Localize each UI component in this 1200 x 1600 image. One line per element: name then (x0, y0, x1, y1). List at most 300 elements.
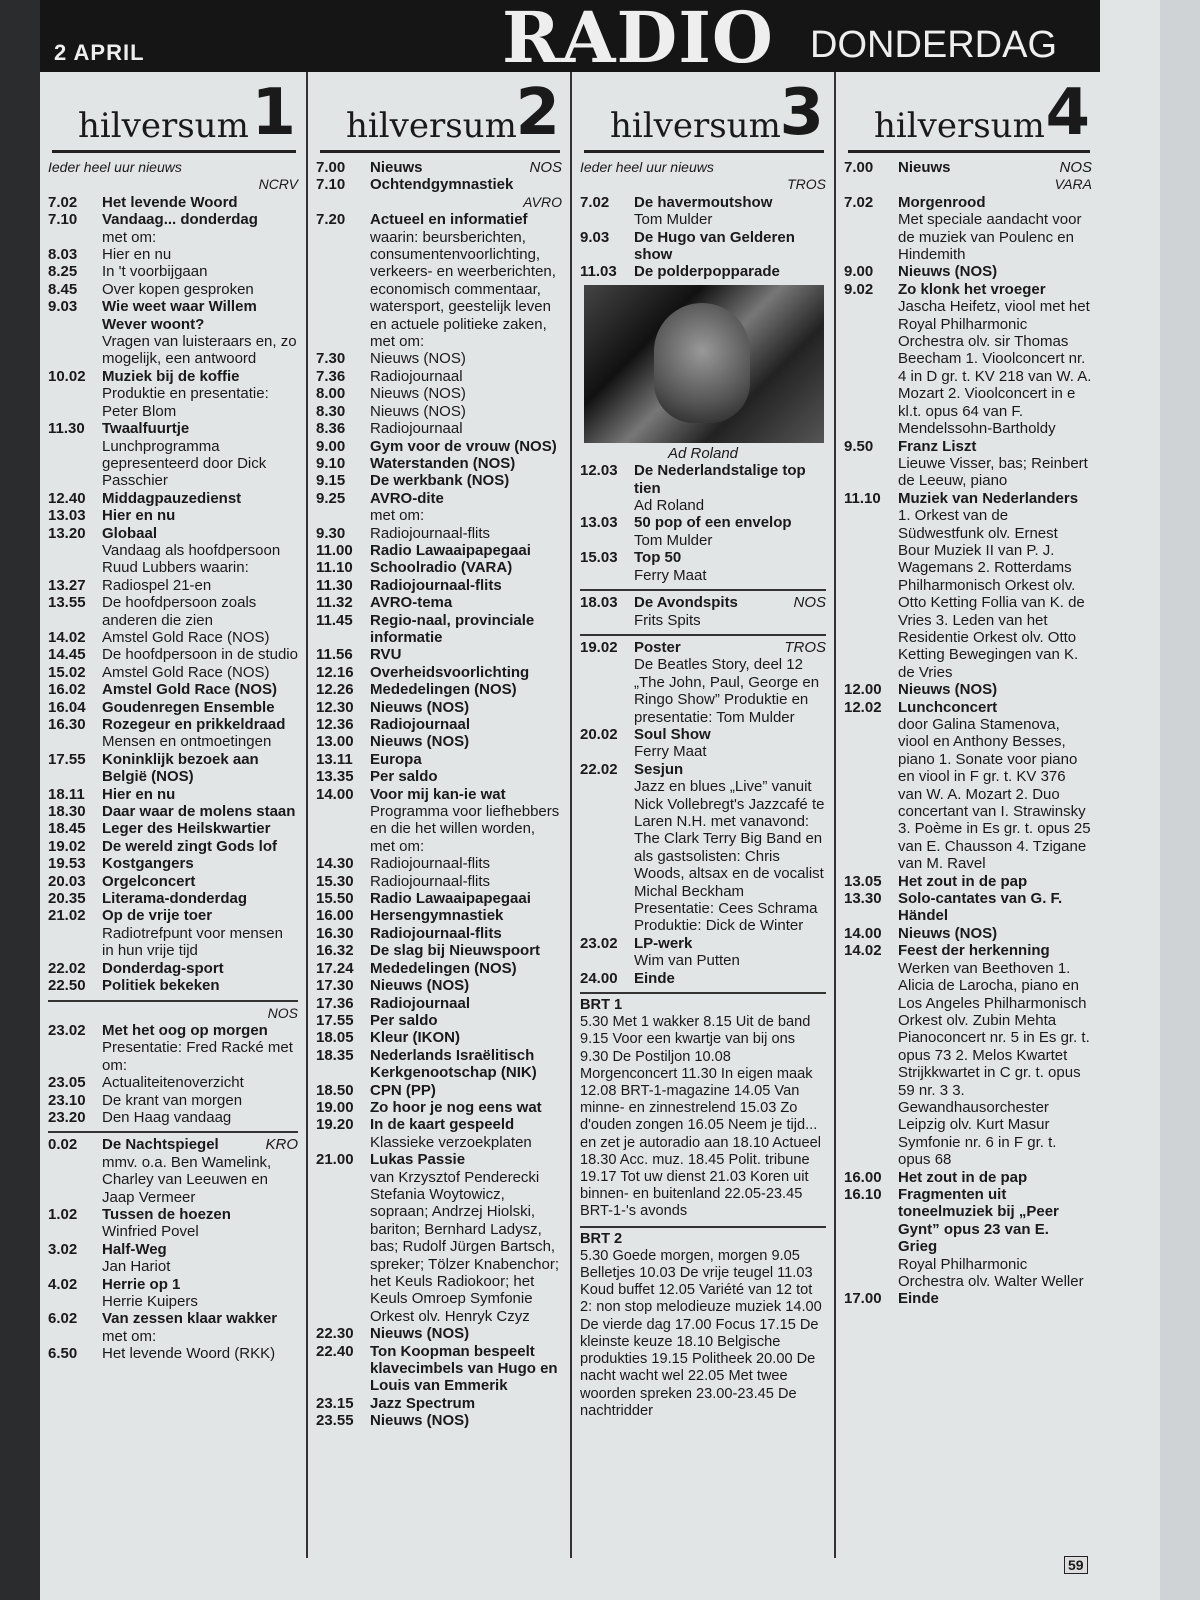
program-title: Kostgangers (102, 855, 194, 873)
program-description: Tom Mulder (634, 211, 713, 229)
program-title: Muziek bij de koffie (102, 367, 240, 385)
program-title: Radiojournaal-flits (370, 576, 502, 594)
program-description: 1. Orkest van de Südwestfunk olv. Ernest Bour Muziek II van P. J. Wagemans 2. Rotterdams Philharmonisch Orkest olv. Otto Ketting Follia van K. de Vries 3. Leden van het Residentie Orkest olv. Otto Ketting Bewegingen van K. de Vries (898, 507, 1085, 681)
station-name: hilversum (874, 106, 1045, 146)
program-entry (48, 263, 298, 280)
program-title: Radiojournaal-flits (370, 872, 491, 890)
program-title: Nieuws (NOS) (370, 385, 466, 403)
program-description: Wim van Putten (634, 952, 740, 970)
program-title: RVU (370, 646, 402, 664)
program-time: 13.11 (316, 750, 353, 768)
program-entry (316, 577, 562, 594)
program-time: 19.20 (316, 1116, 354, 1134)
program-title: De hoofdpersoon in de studio (102, 646, 298, 664)
program-entry (48, 1206, 298, 1223)
program-time: 23.05 (48, 1074, 86, 1092)
program-title: Amstel Gold Race (NOS) (102, 663, 270, 681)
program-title: Radiojournaal-flits (370, 855, 491, 873)
broadcaster-label: NOS (793, 594, 826, 612)
program-description: Jan Hariot (102, 1258, 171, 1276)
station-title (584, 72, 824, 153)
program-time: 9.30 (316, 524, 346, 542)
program-entry (316, 1343, 562, 1395)
program-entry (48, 977, 298, 994)
program-entry (316, 1012, 562, 1029)
program-time: 17.55 (48, 750, 86, 768)
program-title: Top 50 (634, 549, 682, 567)
program-entry (844, 699, 1092, 716)
brt-station: BRT 2 (580, 1230, 623, 1247)
program-title: Nieuws (NOS) (370, 402, 466, 420)
program-entry (316, 455, 562, 472)
program-time: 12.00 (844, 681, 882, 699)
program-time: 6.02 (48, 1310, 78, 1328)
program-entry (316, 1412, 562, 1429)
program-time: 9.03 (48, 298, 78, 316)
program-time: 16.02 (48, 681, 86, 699)
program-title: Lukas Passie (370, 1151, 466, 1169)
program-entry (48, 629, 298, 646)
program-time: 14.30 (316, 855, 354, 873)
program-title: Nieuws (NOS) (370, 698, 470, 716)
program-title: Hier en nu (102, 785, 176, 803)
program-title: Nieuws (NOS) (898, 681, 998, 699)
station-title (848, 72, 1090, 153)
program-title: Poster TROS (634, 638, 826, 656)
program-entry (48, 664, 298, 681)
program-entry (48, 1345, 298, 1362)
program-entry (316, 855, 562, 872)
program-title: Leger des Heilskwartier (102, 820, 271, 838)
program-time: 12.02 (844, 698, 882, 716)
broadcaster-label: TROS (787, 176, 826, 193)
presenter-portrait (654, 303, 750, 423)
brt-station: BRT 1 (580, 997, 623, 1014)
program-entry (580, 970, 826, 987)
divider (48, 1131, 298, 1133)
program-time: 12.40 (48, 489, 86, 507)
program-title: De krant van morgen (102, 1091, 243, 1109)
program-title: Per saldo (370, 768, 438, 786)
news-note: Ieder heel uur nieuws (580, 159, 714, 175)
program-entry (48, 1136, 298, 1153)
program-entry (48, 646, 298, 663)
program-title: Gym voor de vrouw (NOS) (370, 437, 557, 455)
program-entry (316, 1325, 562, 1342)
station-number: 3 (779, 76, 824, 150)
program-title: Einde (898, 1290, 939, 1308)
program-entry (316, 368, 562, 385)
column-hilversum-3 (572, 72, 836, 1558)
program-title: Franz Liszt (898, 437, 977, 455)
schedule-list (40, 153, 306, 1363)
program-time: 9.00 (844, 263, 874, 281)
program-time: 22.40 (316, 1342, 354, 1360)
program-title: Sesjun (634, 760, 684, 778)
program-time: 7.30 (316, 350, 346, 368)
program-title: Op de vrije toer (102, 907, 213, 925)
program-title: Goudenregen Ensemble (102, 698, 275, 716)
program-title: Den Haag vandaag (102, 1108, 232, 1126)
program-entry (316, 768, 562, 785)
program-entry (48, 490, 298, 507)
broadcaster-label: NOS (267, 1004, 298, 1021)
program-time: 10.02 (48, 367, 86, 385)
program-description: Klassieke verzoekplaten (370, 1133, 532, 1151)
program-time: 21.00 (316, 1151, 354, 1169)
column-hilversum-2 (308, 72, 572, 1558)
program-time: 12.03 (580, 462, 618, 480)
program-title: Radio Lawaaipapegaai (370, 890, 531, 908)
program-time: 23.20 (48, 1108, 86, 1126)
program-title: Hier en nu (102, 246, 172, 264)
schedule-list (308, 153, 570, 1430)
program-entry (48, 594, 298, 629)
divider (48, 1000, 298, 1002)
program-entry (48, 577, 298, 594)
program-description: Presentatie: Fred Racké met om: (102, 1039, 293, 1074)
program-title: Nieuws (NOS) (370, 1412, 470, 1430)
program-title: Muziek van Nederlanders (898, 489, 1079, 507)
program-time: 9.50 (844, 437, 874, 455)
program-title: De Nachtspiegel KRO (102, 1136, 298, 1154)
program-time: 13.55 (48, 594, 86, 612)
program-time: 9.02 (844, 280, 874, 298)
program-title: Hier en nu (102, 507, 176, 525)
brt-block (572, 997, 834, 1221)
program-time: 14.00 (844, 924, 882, 942)
program-time: 7.20 (316, 211, 346, 229)
program-time: 8.03 (48, 246, 78, 264)
program-time: 16.10 (844, 1185, 882, 1203)
program-time: 7.02 (580, 193, 610, 211)
program-entry (48, 1310, 298, 1327)
station-title (320, 72, 560, 153)
program-time: 23.10 (48, 1091, 86, 1109)
program-description: Produktie en presentatie: Peter Blom (102, 385, 269, 420)
station-number: 4 (1045, 76, 1090, 150)
program-description: mmv. o.a. Ben Wamelink, Charley van Leeuwen en Jaap Vermeer (102, 1153, 272, 1206)
program-entry (316, 472, 562, 489)
program-title: Radiojournaal (370, 367, 463, 385)
program-entry (316, 542, 562, 559)
program-entry (48, 820, 298, 837)
program-entry (48, 960, 298, 977)
program-entry (48, 1074, 298, 1091)
program-entry (580, 263, 826, 280)
program-title: Hersengymnastiek (370, 907, 504, 925)
schedule-list (572, 153, 834, 1420)
program-time: 1.02 (48, 1205, 78, 1223)
program-entry (316, 664, 562, 681)
program-time: 15.30 (316, 872, 354, 890)
program-title: Nieuws NOS (370, 159, 562, 176)
divider (580, 589, 826, 591)
program-time: 15.03 (580, 549, 618, 567)
program-entry (48, 681, 298, 698)
program-title: Tussen de hoezen (102, 1205, 231, 1223)
program-entry (316, 350, 562, 367)
program-entry (316, 1047, 562, 1082)
program-title: De wereld zingt Gods lof (102, 837, 278, 855)
program-description: Tom Mulder (634, 531, 713, 549)
program-entry (316, 925, 562, 942)
program-time: 12.36 (316, 716, 354, 733)
program-entry (48, 890, 298, 907)
program-title: Amstel Gold Race (NOS) (102, 628, 270, 646)
program-title: Ton Koopman bespeelt klavecimbels van Hugo en Louis van Emmerik (370, 1342, 558, 1395)
program-time: 23.55 (316, 1412, 354, 1430)
program-entry (48, 873, 298, 890)
program-entry (316, 1116, 562, 1133)
program-title: Vandaag... donderdag (102, 211, 258, 229)
program-time: 16.04 (48, 698, 86, 716)
station-name: hilversum (346, 106, 517, 146)
program-description: Lieuwe Visser, bas; Reinbert de Leeuw, piano (898, 454, 1088, 490)
program-time: 21.02 (48, 907, 86, 925)
program-title: Literama-donderdag (102, 890, 248, 908)
program-entry (48, 246, 298, 263)
program-entry (48, 1241, 298, 1258)
broadcaster-label: NCRV (258, 176, 298, 193)
program-description: De Beatles Story, deel 12 „The John, Paul, George en Ringo Show” Produktie en presentatie: Tom Mulder (634, 656, 820, 726)
schedule-list (836, 153, 1100, 1308)
program-time: 14.00 (316, 785, 354, 803)
program-title: Regio-naal, provinciale informatie (370, 611, 535, 646)
program-entry (48, 507, 298, 524)
program-description: door Galina Stamenova, viool en Anthony Besses, piano 1. Sonate voor piano en viool in F gr. t. KV 376 van W. A. Mozart 2. Duo concertant van I. Strawinsky 3. Poème in Es gr. t. opus 25 van E. Chausson 4. Tzigane van M. Ravel (898, 716, 1091, 873)
broadcaster-label: VARA (1054, 176, 1092, 193)
program-time: 14.02 (48, 628, 86, 646)
program-time: 8.30 (316, 402, 346, 420)
program-time: 22.50 (48, 977, 86, 995)
program-time: 22.02 (48, 959, 86, 977)
program-entry (844, 681, 1092, 698)
program-title: Zo klonk het vroeger (898, 280, 1046, 298)
program-title: Nieuws NOS (898, 159, 1092, 176)
program-time: 7.36 (316, 367, 346, 385)
program-time: 16.32 (316, 942, 354, 960)
program-title: Amstel Gold Race (NOS) (102, 681, 278, 699)
program-title: Feest der herkenning (898, 942, 1050, 960)
program-entry (316, 1395, 562, 1412)
program-entry (316, 385, 562, 402)
program-entry (316, 977, 562, 994)
program-entry (48, 907, 298, 924)
program-description: Mensen en ontmoetingen (102, 733, 272, 751)
program-title: Solo-cantates van G. F. Händel (898, 890, 1063, 925)
program-entry (316, 716, 562, 733)
program-entry (580, 194, 826, 211)
program-entry (844, 925, 1092, 942)
program-entry (844, 1186, 1092, 1256)
program-description: Vandaag als hoofdpersoon Ruud Lubbers waarin: (102, 541, 281, 577)
program-time: 9.10 (316, 454, 346, 472)
program-time: 12.16 (316, 663, 354, 681)
program-entry (316, 1082, 562, 1099)
program-title: Het zout in de pap (898, 1168, 1028, 1186)
program-entry (316, 612, 562, 647)
program-title: Actueel en informatief (370, 211, 528, 229)
program-entry (844, 194, 1092, 211)
program-time: 9.25 (316, 489, 346, 507)
program-title: Het levende Woord (RKK) (102, 1345, 276, 1363)
program-entry (316, 211, 562, 228)
page-number: 59 (1064, 1556, 1088, 1574)
program-entry (316, 1029, 562, 1046)
program-time: 13.27 (48, 576, 86, 594)
program-entry (316, 438, 562, 455)
program-entry (48, 803, 298, 820)
program-entry (48, 298, 298, 333)
program-time: 17.55 (316, 1011, 354, 1029)
program-time: 18.05 (316, 1029, 354, 1047)
program-time: 18.11 (48, 785, 85, 803)
program-entry (48, 281, 298, 298)
program-time: 13.03 (580, 514, 618, 532)
program-title: Politiek bekeken (102, 977, 220, 995)
program-title: Middagpauzedienst (102, 489, 242, 507)
program-entry (316, 594, 562, 611)
program-time: 7.02 (48, 193, 78, 211)
program-title: In de kaart gespeeld (370, 1116, 515, 1134)
program-time: 9.00 (316, 437, 346, 455)
broadcaster-label: TROS (784, 638, 826, 656)
program-title: De Hugo van Gelderen show (634, 228, 795, 264)
program-time: 20.35 (48, 890, 86, 908)
program-description: Radiotrefpunt voor mensen in hun vrije tijd (102, 924, 283, 960)
program-time: 15.02 (48, 663, 86, 681)
program-time: 13.00 (316, 733, 354, 751)
program-time: 22.30 (316, 1325, 354, 1343)
program-time: 18.50 (316, 1081, 354, 1099)
program-time: 18.30 (48, 803, 86, 821)
program-description: Jascha Heifetz, viool met het Royal Philharmonic Orchestra olv. sir Thomas Beecham 1. Vioolconcert nr. 4 in D gr. t. KV 218 van W. A. Mozart 2. Vioolconcert in e kl.t. opus 64 van F. Mendelssohn-Bartholdy (898, 298, 1092, 438)
program-time: 18.45 (48, 820, 86, 838)
program-time: 12.26 (316, 681, 354, 699)
program-title: De Avondspits NOS (634, 594, 826, 612)
program-title: Donderdag-sport (102, 959, 224, 977)
program-time: 16.00 (844, 1168, 882, 1186)
program-title: Nieuws (NOS) (370, 977, 470, 995)
program-time: 16.30 (316, 924, 354, 942)
divider (580, 992, 826, 994)
program-time: 13.30 (844, 890, 882, 908)
program-time: 7.00 (316, 159, 346, 176)
program-time: 19.53 (48, 855, 86, 873)
program-title: Lunchconcert (898, 698, 998, 716)
program-entry (48, 699, 298, 716)
program-description: Winfried Povel (102, 1223, 199, 1241)
program-entry (48, 368, 298, 385)
photo-caption: Ad Roland (667, 444, 739, 462)
program-entry (48, 855, 298, 872)
program-time: 11.03 (580, 263, 617, 281)
program-entry (48, 751, 298, 786)
program-time: 9.03 (580, 228, 610, 246)
station-number: 1 (251, 76, 296, 150)
program-entry (316, 525, 562, 542)
program-entry (48, 786, 298, 803)
program-entry (844, 263, 1092, 280)
program-entry (316, 995, 562, 1012)
program-entry (48, 1022, 298, 1039)
program-entry (580, 639, 826, 656)
program-title: Waterstanden (NOS) (370, 454, 516, 472)
program-entry (316, 1099, 562, 1116)
program-entry (580, 514, 826, 531)
brt-schedule: 5.30 Met 1 wakker 8.15 Uit de band 9.15 Voor een kwartje van bij ons 9.30 De Postiljon 10.08 Morgenconcert 11.30 In eigen maak 12.08 BRT-1-magazine 14.05 Van minne- en zinnestrelend 15.03 Zo d'ouden zongen 16.05 Neem je tijd... en zet je autoradio aan 18.10 Actueel 18.30 Acc. muz. 18.45 Polit. tribune 19.17 Tot uw dienst 21.03 Koren uit binnen- en buitenland 22.05-23.45 BRT-1-'s avonds (580, 1014, 821, 1220)
program-title: Nieuws (NOS) (898, 924, 998, 942)
broadcaster-label: KRO (265, 1136, 298, 1154)
program-time: 23.02 (48, 1021, 86, 1039)
program-title: Daar waar de molens staan (102, 803, 296, 821)
broadcaster-label: AVRO (523, 193, 562, 210)
program-entry (48, 1109, 298, 1126)
program-entry (316, 420, 562, 437)
program-time: 7.02 (844, 193, 874, 211)
program-entry (48, 420, 298, 437)
program-title: Radiojournaal (370, 716, 471, 733)
program-title: Kleur (IKON) (370, 1029, 460, 1047)
program-description: Frits Spits (634, 611, 701, 629)
program-entry (316, 960, 562, 977)
program-entry (844, 942, 1092, 959)
program-title: 50 pop of een envelop (634, 514, 792, 532)
program-entry (844, 890, 1092, 925)
program-time: 8.00 (316, 385, 346, 403)
program-entry (316, 942, 562, 959)
program-description: Werken van Beethoven 1. Alicia de Larocha, piano en Los Angeles Philharmonisch Orkest olv. Zubin Mehta Pianoconcert nr. 5 in Es gr. t. opus 73 2. Melos Kwartet Strijkkwartet in C gr. t. opus 59 nr. 3 3. Gewandhausorchester Leipzig olv. Kurt Masur Symfonie nr. 6 in F gr. t. opus 68 (898, 959, 1090, 1169)
program-entry (844, 438, 1092, 455)
program-time: 23.15 (316, 1394, 354, 1412)
program-title: Globaal (102, 524, 158, 542)
program-time: 13.05 (844, 872, 882, 890)
program-title: Einde (634, 969, 675, 987)
program-title: Koninklijk bezoek aan België (NOS) (102, 750, 259, 786)
program-title: Twaalfuurtje (102, 420, 190, 438)
program-entry (316, 1151, 562, 1168)
header-title: RADIO (502, 0, 774, 79)
program-description: met om: (102, 228, 157, 246)
program-description: Ferry Maat (634, 743, 707, 761)
program-title: Voor mij kan-ie wat (370, 785, 506, 803)
program-title: Jazz Spectrum (370, 1394, 476, 1412)
program-title: Fragmenten uit toneelmuziek bij „Peer Gynt” opus 23 van E. Grieg (898, 1185, 1059, 1256)
program-time: 17.24 (316, 959, 354, 977)
program-time: 15.50 (316, 890, 354, 908)
program-title: Rozegeur en prikkeldraad (102, 716, 286, 733)
header-day: DONDERDAG (810, 24, 1058, 66)
program-description: van Krzysztof Penderecki Stefania Woytowicz, sopraan; Andrzej Hiolski, bariton; Bernhard Ladysz, bas; Rudolf Jürgen Bartsch, spreker; Tölzer Knabenchor; het Keuls Radiokoor; het Keuls Omroep Symfonie Orkest olv. Henryk Czyz (370, 1168, 559, 1325)
program-description: waarin: beursberichten, consumentenvoorlichting, verkeers- en weerberichten, economisch commentaar, watersport, geestelijk leven en actuele politieke zaken, met om: (370, 228, 556, 351)
program-title: AVRO-tema (370, 594, 453, 612)
program-entry (316, 733, 562, 750)
program-title: Met het oog op morgen (102, 1021, 268, 1039)
program-time: 24.00 (580, 969, 618, 987)
program-time: 11.10 (844, 489, 881, 507)
program-time: 13.03 (48, 507, 86, 525)
program-entry (580, 935, 826, 952)
program-title: Per saldo (370, 1011, 438, 1029)
program-time: 8.45 (48, 280, 78, 298)
program-time: 6.50 (48, 1345, 78, 1363)
header-date: 2 APRIL (54, 40, 145, 65)
program-description: Ferry Maat (634, 566, 707, 584)
program-description: Herrie Kuipers (102, 1293, 198, 1310)
program-entry (580, 726, 826, 743)
brt-schedule: 5.30 Goede morgen, morgen 9.05 Belletjes 10.03 De vrije teugel 11.03 Koud buffet 12.05 Variété van 12 tot 2: non stop melodieuze muziek 14.00 De vierde dag 17.00 Focus 17.15 De kleinste keuze 18.10 Belgische produkties 19.15 Politheek 20.00 De nacht wacht wel 22.05 Met twee woorden spreken 23.00-23.45 De nachtridder (580, 1247, 822, 1419)
